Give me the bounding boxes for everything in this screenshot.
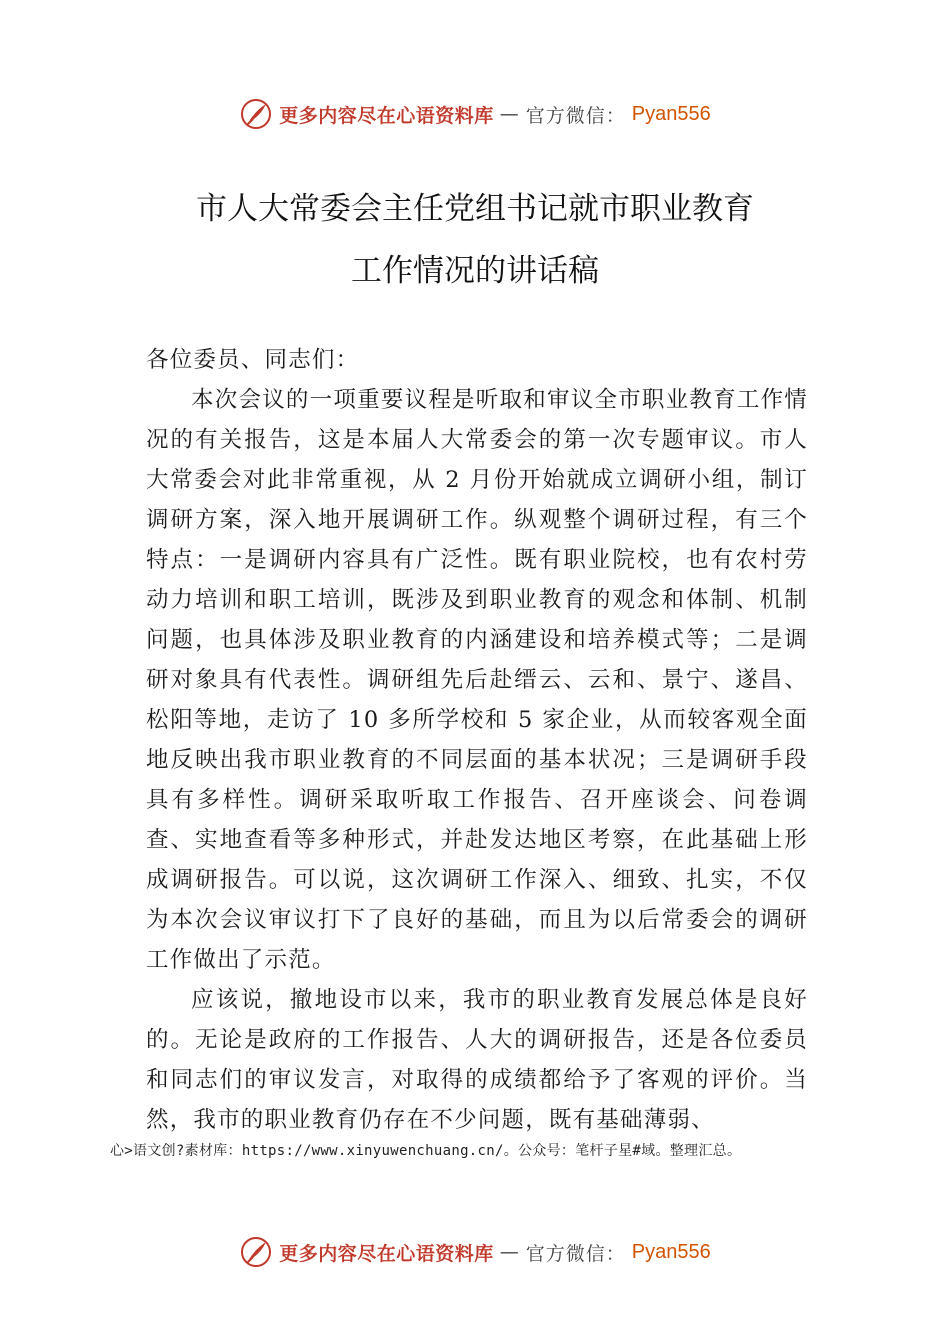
banner-main-text: 更多内容尽在心语资料库 xyxy=(279,1242,494,1265)
quill-logo-icon xyxy=(239,1235,273,1269)
document-body xyxy=(146,340,808,1140)
paragraph-1: 本次会议的一项重要议程是听取和审议全市职业教育工作情况的有关报告，这是本届人大常委会的第一次专题审议。市人大常委会对此非常重视，从 2 月份开始就成立调研小组，制订调研方案，深入地开展调研工作。纵观整个调研过程，有三个特点：一是调研内容具有广泛性。既有职业院校，也有农村劳动力培训和职工培训，既涉及到职业教育的观念和体制、机制问题，也具体涉及职业教育的内涵建设和培养模式等；二是调研对象具有代表性。调研组先后赴缙云、云和、景宁、遂昌、松阳等地，走访了 10 多所学校和 5 家企业，从而较客观全面地反映出我市职业教育的不同层面的基本状况；三是调研手段具有多样性。调研采取听取工作报告、召开座谈会、问卷调查、实地查看等多种形式，并赴发达地区考察，在此基础上形成调研报告。可以说，这次调研工作深入、细致、扎实，不仅为本次会议审议打下了良好的基础，而且为以后常委会的调研工作做出了示范。 xyxy=(146,387,808,973)
paragraph-2: 应该说，撤地设市以来，我市的职业教育发展总体是良好的。无论是政府的工作报告、人大的调研报告，还是各位委员和同志们的审议发言，对取得的成绩都给予了客观的评价。当然，我市的职业教育仍存在不少问题，既有基础薄弱、 xyxy=(146,987,808,1133)
banner-wechat-id: Pyan556 xyxy=(631,102,711,125)
footer-banner xyxy=(0,1232,950,1272)
header-banner xyxy=(0,94,950,134)
banner-wechat-label: 官方微信： xyxy=(525,1242,626,1265)
quill-logo-icon xyxy=(239,97,273,131)
salutation: 各位委员、同志们： xyxy=(146,347,360,373)
banner-dash: — xyxy=(499,103,520,125)
title-line-2: 工作情况的讲话稿 xyxy=(351,253,599,289)
document-title xyxy=(0,178,950,302)
title-line-1: 市人大常委会主任党组书记就市职业教育 xyxy=(196,191,754,227)
banner-wechat-id: Pyan556 xyxy=(631,1240,711,1263)
source-note: 心>语文创?素材库：https://www.xinyuwenchuang.cn/。公众号：笔杆子星#域。整理汇总。 xyxy=(110,1143,742,1159)
banner-wechat-label: 官方微信： xyxy=(525,104,626,127)
banner-dash: — xyxy=(499,1241,520,1263)
banner-main-text: 更多内容尽在心语资料库 xyxy=(279,104,494,127)
